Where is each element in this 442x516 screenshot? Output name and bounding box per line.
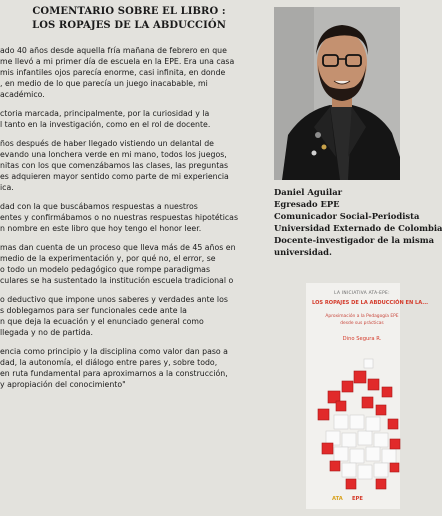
author-bio-line: Egresado EPE: [274, 199, 340, 209]
publisher-logo-epe: EPE: [352, 496, 363, 502]
text-line: ica.: [0, 183, 14, 192]
text-line: ños después de haber llegado vistiendo un delantal de: [0, 139, 214, 148]
book-series: LA INICIATIVA ATA-EPE:: [334, 291, 390, 296]
text-line: ado 40 años desde aquella fría mañana de febrero en que: [0, 46, 227, 55]
text-line: y apropiación del conocimiento": [0, 380, 126, 389]
author-portrait-illustration: [274, 7, 400, 180]
text-line: medio de la experimentación y, por qué no, el error, se: [0, 254, 216, 263]
text-line: , en medio de lo que parecía un juego inacabable, mi: [0, 79, 208, 88]
book-cover: [306, 283, 429, 509]
article-paragraph: [0, 108, 262, 130]
text-line: l tanto en la investigación, como en el rol de docente.: [0, 120, 211, 129]
article-paragraph: [0, 346, 262, 390]
book-title: LOS ROPAJES DE LA ABDUCCIÓN EN LA...: [312, 300, 429, 306]
text-line: o todo un modelo pedagógico que rompe paradigmas: [0, 265, 211, 274]
text-line: es adquieren mayor sentido como parte de mi experiencia: [0, 172, 229, 181]
text-line: encia como principio y la disciplina como valor dan paso a: [0, 347, 228, 356]
text-line: n que deja la ecuación y el enunciado general como: [0, 317, 204, 326]
article-paragraph: [0, 138, 262, 193]
book-subtitle: desde sus prácticas: [340, 321, 384, 326]
article-paragraph: [0, 201, 262, 234]
text-line: n nombre en este libro que hoy tengo el honor leer.: [0, 224, 202, 233]
text-line: dad con la que buscábamos respuestas a nuestros: [0, 202, 198, 211]
author-photo: [274, 7, 400, 180]
text-line: en ruta fundamental para aproximarnos a la construcción,: [0, 369, 228, 378]
text-line: s doblegamos para ser funcionales cede ante la: [0, 306, 187, 315]
text-line: nitas con los que comenzábamos las clases, las preguntas: [0, 161, 229, 170]
author-bio-line: universidad.: [274, 247, 332, 257]
text-line: ctoria marcada, principalmente, por la curiosidad y la: [0, 109, 210, 118]
article-paragraph: [0, 294, 262, 338]
article-paragraph: [0, 45, 262, 100]
page-title-line-2: LOS ROPAJES DE LA ABDUCCIÓN: [32, 20, 226, 31]
author-bio-line: Comunicador Social-Periodista: [274, 211, 420, 221]
book-author: Dino Segura R.: [342, 336, 382, 342]
text-line: mas dan cuenta de un proceso que lleva más de 45 años en: [0, 243, 236, 252]
text-line: entes y confirmábamos o no nuestras respuestas hipotéticas: [0, 213, 239, 222]
author-bio-line: Docente-investigador de la misma: [274, 235, 434, 245]
text-line: o deductivo que impone unos saberes y verdades ante los: [0, 295, 228, 304]
author-bio: [274, 186, 442, 258]
book-subtitle: Aproximación a la Pedagogía EPE: [325, 314, 399, 319]
text-line: llegada y no de partida.: [0, 328, 93, 337]
article-paragraph: [0, 242, 262, 286]
text-line: mis infantiles ojos parecía enorme, casi infinita, en donde: [0, 68, 226, 77]
author-bio-line: Universidad Externado de Colombia: [274, 223, 442, 233]
article-body: [0, 45, 262, 398]
page-title-line-1: COMENTARIO SOBRE EL LIBRO :: [32, 6, 226, 17]
text-line: evando una lonchera verde en mi mano, todos los juegos,: [0, 150, 227, 159]
text-line: culares se ha sustentado la institución escuela tradicional o: [0, 276, 234, 285]
author-name: Daniel Aguilar: [274, 187, 343, 197]
text-line: dad, la autonomía, el diálogo entre pares y, sobre todo,: [0, 358, 218, 367]
text-line: académico.: [0, 90, 45, 99]
text-line: me llevó a mi primer día de escuela en la EPE. Era una casa: [0, 57, 235, 66]
publisher-logo-ata: ATA: [332, 496, 343, 502]
